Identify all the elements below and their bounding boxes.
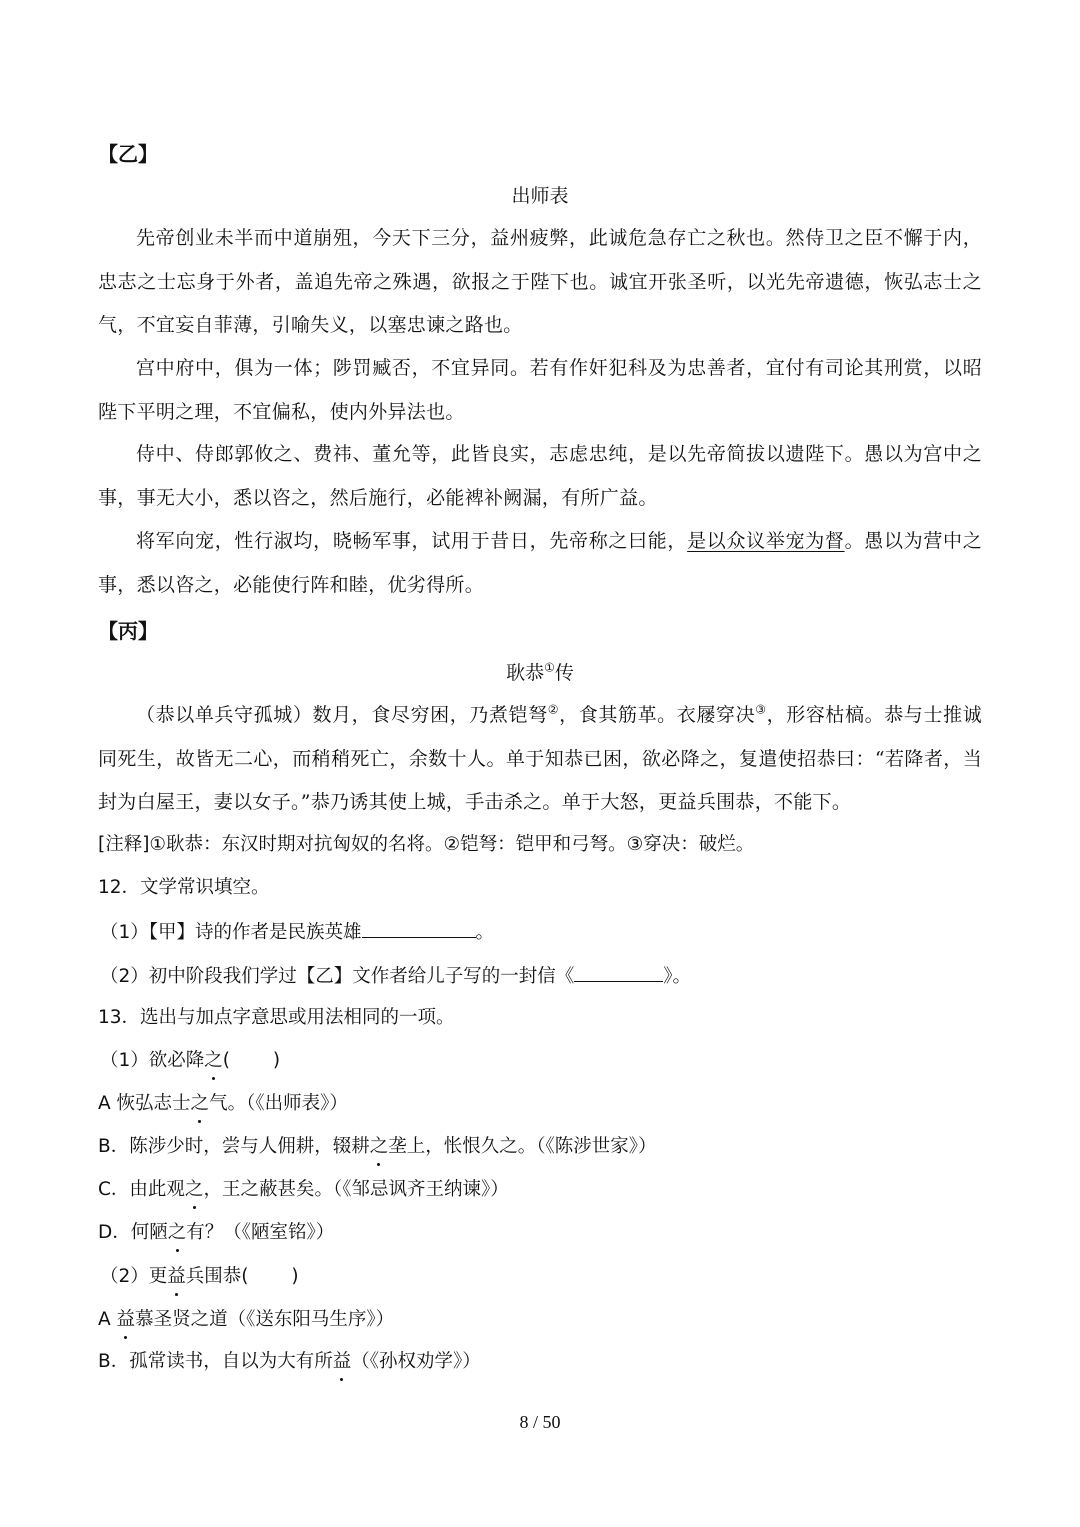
option-text: D．何陋 <box>98 1222 168 1243</box>
annotation-note: [注释]①耿恭：东汉时期对抗匈奴的名将。②铠弩：铠甲和弓弩。③穿决：破烂。 <box>98 834 755 855</box>
q12-2-text: （2）初中阶段我们学过【乙】文作者给儿子写的一封信《 <box>100 966 575 987</box>
question-12-sub-1 <box>100 919 494 945</box>
section-label-bing: 【丙】 <box>98 619 158 643</box>
dotted-character: 之 <box>204 1050 223 1071</box>
option-text: 有？（《陋室铭》） <box>186 1222 335 1243</box>
bing-text-b: ，食其筋革。衣屦穿决 <box>559 704 756 726</box>
section-label-yi: 【乙】 <box>98 142 158 166</box>
footnote-marker: ① <box>544 660 555 675</box>
option-1-c[interactable] <box>98 1178 509 1202</box>
question-12-sub-2 <box>100 963 691 989</box>
q12-1-text: （1）【甲】诗的作者是民族英雄 <box>100 922 362 943</box>
dotted-character: 益 <box>167 1266 186 1287</box>
passage-title-gengong <box>0 661 1080 685</box>
paragraph-4-text-before: 将军向宠，性行淑均，晓畅军事，试用于昔日，先帝称之曰能， <box>136 530 688 552</box>
q13-2-text: （2）更 <box>100 1266 168 1287</box>
bing-text-c: ，形容枯槁。恭与士推诚同死生，故皆无二心，而稍稍死亡，余数十人。单于知恭已困，欲必降之，复遣使招恭曰：“若降者，当封为白屋王，妻以女子。”恭乃诱其使上城，手击杀之。单于大怒，更益兵围恭，不能下。 <box>98 704 982 813</box>
option-text: （《孙权劝学》） <box>351 1351 481 1372</box>
answer-paren[interactable]: ( ) <box>222 1050 281 1071</box>
option-1-a[interactable] <box>98 1092 348 1116</box>
option-text: 气。（《出师表》） <box>209 1093 348 1114</box>
question-13-sub-1 <box>100 1049 280 1073</box>
bing-text-a: （恭以单兵守孤城）数月，食尽穷困，乃煮铠弩 <box>136 704 548 726</box>
option-2-b[interactable] <box>98 1350 481 1374</box>
footnote-marker: ③ <box>755 702 767 717</box>
question-13-stem: 13．选出与加点字意思或用法相同的一项。 <box>98 1007 455 1028</box>
passage-bing-paragraph <box>98 694 982 825</box>
answer-blank[interactable] <box>362 919 476 938</box>
footnote-marker: ② <box>547 702 560 717</box>
option-text: 垄上，怅恨久之。（《陈涉世家》） <box>388 1136 657 1157</box>
option-text: A <box>98 1309 117 1330</box>
option-2-a[interactable] <box>98 1308 394 1332</box>
dotted-character: 之 <box>369 1136 389 1157</box>
dotted-character: 之 <box>167 1222 187 1243</box>
dotted-character: 益 <box>332 1351 352 1372</box>
q12-2-end: 》。 <box>663 966 692 987</box>
underlined-sentence: 是以众议举宠为督 <box>687 530 845 552</box>
option-text: 慕圣贤之道（《送东阳马生序》） <box>135 1309 395 1330</box>
dotted-character: 之 <box>190 1093 210 1114</box>
option-text: B．陈涉少时，尝与人佣耕，辍耕 <box>98 1136 370 1157</box>
q13-1-text: （1）欲必降 <box>100 1050 205 1071</box>
passage-paragraph-1: 先帝创业未半而中道崩殂，今天下三分，益州疲弊，此诚危急存亡之秋也。然侍卫之臣不懈于内，忠志之士忘身于外者，盖追先帝之殊遇，欲报之于陛下也。诚宜开张圣听，以光先帝遗德，恢弘志士之气，不宜妄自菲薄，引喻失义，以塞忠谏之路也。 <box>98 227 982 336</box>
answer-blank[interactable] <box>574 963 663 982</box>
option-text: ，王之蔽甚矣。（《邹忌讽齐王纳谏》） <box>203 1179 509 1200</box>
option-text: C．由此观 <box>98 1179 185 1200</box>
option-text: A 恢弘志士 <box>98 1093 191 1114</box>
option-1-b[interactable] <box>98 1135 656 1159</box>
title-text-b: 传 <box>554 662 574 684</box>
passage-title-chushibiao: 出师表 <box>511 185 569 207</box>
answer-paren[interactable]: 兵围恭( ) <box>185 1266 299 1287</box>
dotted-character: 之 <box>184 1179 204 1200</box>
page-number: 8 / 50 <box>519 1412 561 1432</box>
question-12-stem: 12．文学常识填空。 <box>98 877 270 898</box>
question-13-sub-2 <box>100 1265 299 1289</box>
option-text: B．孤常读书，自以为大有所 <box>98 1351 333 1372</box>
passage-paragraph-3: 侍中、侍郎郭攸之、费祎、董允等，此皆良实，志虑忠纯，是以先帝简拔以遗陛下。愚以为宫中之事，事无大小，悉以咨之，然后施行，必能裨补阙漏，有所广益。 <box>98 443 982 509</box>
passage-paragraph-2: 宫中府中，俱为一体；陟罚臧否，不宜异同。若有作奸犯科及为忠善者，宜付有司论其刑赏，以昭陛下平明之理，不宜偏私，使内外异法也。 <box>98 357 982 423</box>
title-text-a: 耿恭 <box>506 662 545 684</box>
passage-paragraph-4 <box>98 520 982 607</box>
paragraph-4-text-after: 。愚以为营中之事，悉以咨之，必能使行阵和睦，优劣得所。 <box>98 530 982 596</box>
dotted-character: 益 <box>116 1309 136 1330</box>
q12-1-end: 。 <box>475 922 495 943</box>
option-1-d[interactable] <box>98 1221 334 1245</box>
